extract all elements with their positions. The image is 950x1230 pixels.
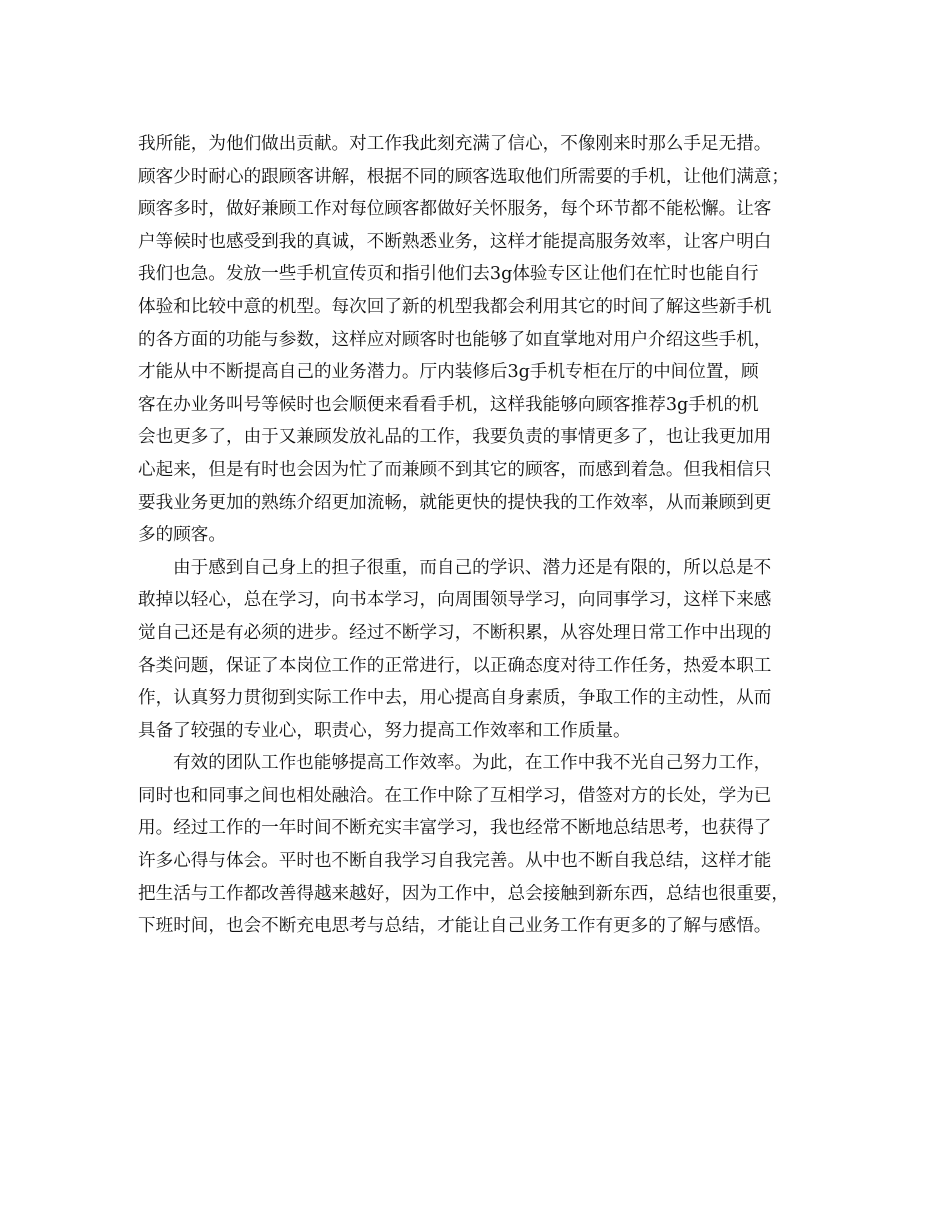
text-line: 具备了较强的专业心，职责心，努力提高工作效率和工作质量。 <box>138 720 631 741</box>
text-line: 许多心得与体会。平时也不断自我学习自我完善。从中也不断自我总结，这样才能 <box>138 851 772 872</box>
text-line: 我所能，为他们做出贡献。对工作我此刻充满了信心，不像刚来时那么手足无措。 <box>138 134 772 154</box>
text-line: 把生活与工作都改善得越来越好，因为工作中，总会接触到新东西，总结也很重要， <box>138 883 789 904</box>
text-line: 觉自己还是有必须的进步。经过不断学习，不断积累，从容处理日常工作中出现的 <box>138 622 772 643</box>
text-line: 有效的团队工作也能够提高工作效率。为此，在工作中我不光自己努力工作， <box>173 753 772 774</box>
text-line: 我们也急。发放一些手机宣传页和指引他们去3g体验专区让他们在忙时也能自行 <box>138 264 759 285</box>
text-line: 体验和比较中意的机型。每次回了新的机型我都会利用其它的时间了解这些新手机 <box>138 296 772 317</box>
text-line: 各类问题，保证了本岗位工作的正常进行，以正确态度对待工作任务，热爱本职工 <box>138 655 772 676</box>
text-line: 下班时间，也会不断充电思考与总结，才能让自己业务工作有更多的了解与感悟。 <box>138 916 772 937</box>
text-line: 顾客多时，做好兼顾工作对每位顾客都做好关怀服务，每个环节都不能松懈。让客 <box>138 199 772 220</box>
text-line: 同时也和同事之间也相处融洽。在工作中除了互相学习，借签对方的长处，学为已 <box>138 785 772 806</box>
text-line: 要我业务更加的熟练介绍更加流畅，就能更快的提快我的工作效率，从而兼顾到更 <box>138 492 772 513</box>
text-line: 作，认真努力贯彻到实际工作中去，用心提高自身素质，争取工作的主动性，从而 <box>138 688 772 709</box>
paragraph-3 <box>138 747 818 943</box>
body-text <box>138 128 818 943</box>
text-line: 户等候时也感受到我的真诚，不断熟悉业务，这样才能提高服务效率，让客户明白 <box>138 231 772 252</box>
text-line: 多的顾客。 <box>138 525 226 546</box>
paragraph-1 <box>138 128 818 552</box>
text-line: 敢掉以轻心，总在学习，向书本学习，向周围领导学习，向同事学习，这样下来感 <box>138 590 772 611</box>
text-line: 的各方面的功能与参数，这样应对顾客时也能够了如直掌地对用户介绍这些手机， <box>138 329 772 350</box>
text-line: 用。经过工作的一年时间不断充实丰富学习，我也经常不断地总结思考，也获得了 <box>138 818 772 839</box>
text-line: 才能从中不断提高自己的业务潜力。厅内装修后3g手机专柜在厅的中间位置，顾 <box>138 362 759 383</box>
text-line: 会也更多了，由于又兼顾发放礼品的工作，我要负责的事情更多了，也让我更加用 <box>138 427 772 448</box>
text-line: 心起来，但是有时也会因为忙了而兼顾不到其它的顾客，而感到着急。但我相信只 <box>138 459 772 480</box>
text-line: 顾客少时耐心的跟顾客讲解，根据不同的顾客选取他们所需要的手机，让他们满意； <box>138 166 789 187</box>
text-line: 由于感到自己身上的担子很重，而自己的学识、潜力还是有限的，所以总是不 <box>173 557 772 578</box>
text-line: 客在办业务叫号等候时也会顺便来看看手机，这样我能够向顾客推荐3g手机的机 <box>138 394 759 415</box>
paragraph-2 <box>138 552 818 748</box>
